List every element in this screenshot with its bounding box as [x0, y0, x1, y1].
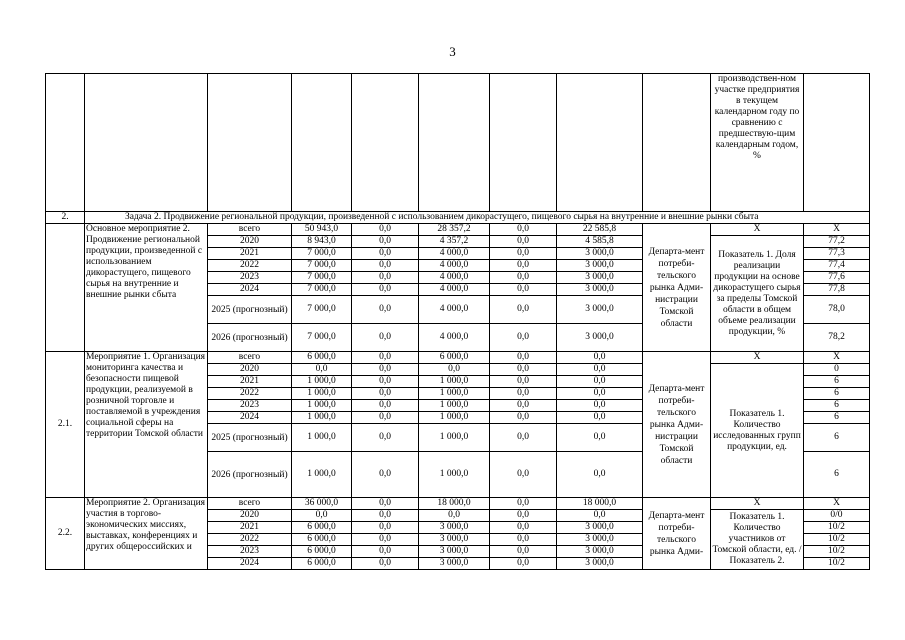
amount-total: 8 943,0: [292, 236, 352, 248]
amount-cell: 0,0: [490, 424, 557, 452]
amount-cell: 0,0: [352, 522, 419, 534]
amount-cell: 0,0: [557, 388, 643, 400]
indicator-value: 77,8: [804, 284, 870, 296]
period-cell: 2021: [208, 522, 292, 534]
amount-cell: 0,0: [352, 424, 419, 452]
amount-cell: 0,0: [490, 296, 557, 324]
indicator-name: Показатель 1. Доля реализации продукции на основе дикорастущего сырья за пределы Томской области в общем объеме реализации продукции, %: [711, 236, 804, 352]
amount-cell: 3 000,0: [557, 260, 643, 272]
amount-total: 0,0: [292, 510, 352, 522]
period-cell: 2023: [208, 546, 292, 558]
indicator-x: X: [711, 224, 804, 236]
amount-cell: 0,0: [490, 522, 557, 534]
amount-total: 6 000,0: [292, 558, 352, 570]
amount-cell: 3 000,0: [419, 522, 490, 534]
amount-total: 6 000,0: [292, 534, 352, 546]
period-cell: 2021: [208, 248, 292, 260]
amount-cell: 0,0: [490, 546, 557, 558]
amount-cell: 0,0: [490, 272, 557, 284]
amount-cell: 3 000,0: [557, 522, 643, 534]
amount-cell: 4 000,0: [419, 272, 490, 284]
task-title: Задача 2. Продвижение региональной продукции, произведенной с использованием дикорастущего, пищевого сырья на внутренние и внешние рынки сбыта: [85, 212, 870, 224]
section-name: Мероприятие 2. Организация участия в торгово-экономических миссиях, выставках, конференциях и других общероссийских и: [85, 498, 208, 570]
amount-cell: 3 000,0: [557, 284, 643, 296]
amount-cell: 4 000,0: [419, 260, 490, 272]
executor-cell: Департа-мент потреби-тельского рынка Адми-нистрации Томской области: [643, 224, 711, 352]
amount-cell: 0,0: [490, 388, 557, 400]
table-row: [46, 352, 870, 364]
indicator-value: 10/2: [804, 558, 870, 570]
amount-cell: 3 000,0: [419, 534, 490, 546]
amount-cell: 0,0: [490, 412, 557, 424]
section-number: [46, 224, 85, 352]
amount-cell: 0,0: [490, 352, 557, 364]
indicator-value: 6: [804, 400, 870, 412]
amount-total: 7 000,0: [292, 272, 352, 284]
amount-total: 1 000,0: [292, 452, 352, 498]
amount-cell: 0,0: [352, 248, 419, 260]
amount-cell: 0,0: [557, 376, 643, 388]
period-cell: 2022: [208, 534, 292, 546]
period-cell: всего: [208, 352, 292, 364]
amount-cell: 4 000,0: [419, 248, 490, 260]
amount-cell: 0,0: [352, 364, 419, 376]
indicator-value: 77,6: [804, 272, 870, 284]
section-name: Основное мероприятие 2. Продвижение региональной продукции, произведенной с использованием дикорастущего, пищевого сырья на внутренние и внешние рынки сбыта: [85, 224, 208, 352]
amount-total: 7 000,0: [292, 324, 352, 352]
amount-cell: 0,0: [490, 224, 557, 236]
period-cell: 2025 (прогнозный): [208, 424, 292, 452]
amount-cell: 0,0: [490, 510, 557, 522]
amount-total: 6 000,0: [292, 352, 352, 364]
amount-total: 1 000,0: [292, 376, 352, 388]
amount-total: 7 000,0: [292, 284, 352, 296]
amount-total: 1 000,0: [292, 412, 352, 424]
amount-cell: 0,0: [352, 272, 419, 284]
indicator-value: 6: [804, 452, 870, 498]
amount-cell: 0,0: [352, 376, 419, 388]
program-table: [45, 73, 870, 570]
indicator-value: 10/2: [804, 522, 870, 534]
amount-cell: 28 357,2: [419, 224, 490, 236]
amount-cell: 0,0: [490, 248, 557, 260]
indicator-value: 10/2: [804, 534, 870, 546]
indicator-x: X: [711, 352, 804, 364]
amount-cell: 0,0: [557, 400, 643, 412]
indicator-value: 6: [804, 412, 870, 424]
amount-cell: 0,0: [352, 324, 419, 352]
amount-cell: 0,0: [352, 236, 419, 248]
amount-cell: 0,0: [557, 412, 643, 424]
indicator-value: X: [804, 498, 870, 510]
period-cell: всего: [208, 224, 292, 236]
period-cell: 2020: [208, 510, 292, 522]
amount-cell: 0,0: [490, 236, 557, 248]
amount-cell: 0,0: [352, 400, 419, 412]
indicator-value: 77,4: [804, 260, 870, 272]
table-row: [46, 224, 870, 236]
amount-cell: 0,0: [557, 510, 643, 522]
amount-cell: 0,0: [352, 558, 419, 570]
amount-cell: 0,0: [352, 352, 419, 364]
amount-cell: 22 585,8: [557, 224, 643, 236]
period-cell: 2024: [208, 558, 292, 570]
amount-total: 6 000,0: [292, 546, 352, 558]
amount-cell: 0,0: [557, 452, 643, 498]
indicator-value: 10/2: [804, 546, 870, 558]
amount-total: 1 000,0: [292, 388, 352, 400]
header-continuation-row: [46, 74, 870, 212]
amount-cell: 1 000,0: [419, 424, 490, 452]
section-name: Мероприятие 1. Организация мониторинга качества и безопасности пищевой продукции, реализуемой в розничной торговле и поставляемой в учреждения социальной сферы на территории Томской области: [85, 352, 208, 498]
amount-cell: 0,0: [352, 534, 419, 546]
amount-cell: 0,0: [490, 376, 557, 388]
amount-cell: 0,0: [352, 452, 419, 498]
period-cell: 2023: [208, 400, 292, 412]
task-number: 2.: [46, 212, 85, 224]
indicator-value: 78,2: [804, 324, 870, 352]
amount-cell: 0,0: [490, 364, 557, 376]
amount-total: 7 000,0: [292, 296, 352, 324]
period-cell: всего: [208, 498, 292, 510]
period-cell: 2024: [208, 412, 292, 424]
amount-total: 6 000,0: [292, 522, 352, 534]
amount-total: 7 000,0: [292, 260, 352, 272]
period-cell: 2022: [208, 388, 292, 400]
indicator-value: 77,2: [804, 236, 870, 248]
indicator-value: 6: [804, 376, 870, 388]
amount-cell: 0,0: [352, 510, 419, 522]
amount-cell: 0,0: [352, 260, 419, 272]
amount-cell: 1 000,0: [419, 376, 490, 388]
amount-total: 1 000,0: [292, 424, 352, 452]
amount-cell: 4 585,8: [557, 236, 643, 248]
amount-cell: 0,0: [557, 364, 643, 376]
amount-cell: 3 000,0: [557, 324, 643, 352]
period-cell: 2020: [208, 364, 292, 376]
period-cell: 2025 (прогнозный): [208, 296, 292, 324]
period-cell: 2026 (прогнозный): [208, 324, 292, 352]
indicator-name: Показатель 1. Количество исследованных групп продукции, ед.: [711, 364, 804, 498]
page-number: 3: [449, 44, 456, 59]
amount-cell: 0,0: [557, 352, 643, 364]
amount-cell: 0,0: [490, 558, 557, 570]
amount-cell: 4 357,2: [419, 236, 490, 248]
amount-cell: 0,0: [352, 388, 419, 400]
amount-cell: 4 000,0: [419, 296, 490, 324]
amount-cell: 3 000,0: [557, 296, 643, 324]
amount-total: 7 000,0: [292, 248, 352, 260]
amount-cell: 0,0: [490, 324, 557, 352]
amount-cell: 4 000,0: [419, 324, 490, 352]
executor-cell: Департа-мент потреби-тельского рынка Адми-: [643, 498, 711, 570]
amount-cell: 0,0: [490, 534, 557, 546]
executor-cell: Департа-мент потреби-тельского рынка Адми-нистрации Томской области: [643, 352, 711, 498]
table-row: [46, 498, 870, 510]
period-cell: 2021: [208, 376, 292, 388]
amount-total: 0,0: [292, 364, 352, 376]
amount-cell: 0,0: [352, 498, 419, 510]
indicator-value: 77,3: [804, 248, 870, 260]
section-number: 2.1.: [46, 352, 85, 498]
indicator-value: 6: [804, 388, 870, 400]
amount-cell: 0,0: [352, 546, 419, 558]
indicator-header-cell: производствен-ном участке предприятия в текущем календарном году по сравнению с предшествую-щим календарным годом, %: [711, 74, 804, 212]
indicator-value: 0/0: [804, 510, 870, 522]
period-cell: 2026 (прогнозный): [208, 452, 292, 498]
indicator-value: 0: [804, 364, 870, 376]
amount-total: 36 000,0: [292, 498, 352, 510]
period-cell: 2024: [208, 284, 292, 296]
amount-cell: 0,0: [490, 452, 557, 498]
amount-cell: 3 000,0: [557, 546, 643, 558]
section-number: 2.2.: [46, 498, 85, 570]
amount-cell: 6 000,0: [419, 352, 490, 364]
indicator-value: X: [804, 224, 870, 236]
amount-total: 1 000,0: [292, 400, 352, 412]
amount-cell: 0,0: [419, 510, 490, 522]
indicator-x: X: [711, 498, 804, 510]
amount-cell: 3 000,0: [419, 546, 490, 558]
amount-cell: 4 000,0: [419, 284, 490, 296]
task-row: [46, 212, 870, 224]
amount-total: 50 943,0: [292, 224, 352, 236]
amount-cell: 1 000,0: [419, 452, 490, 498]
amount-cell: 0,0: [490, 260, 557, 272]
amount-cell: 0,0: [490, 400, 557, 412]
amount-cell: 3 000,0: [557, 248, 643, 260]
indicator-name: Показатель 1. Количество участников от Томской области, ед. /Показатель 2.: [711, 510, 804, 570]
amount-cell: 3 000,0: [557, 272, 643, 284]
indicator-value: X: [804, 352, 870, 364]
amount-cell: 0,0: [557, 424, 643, 452]
indicator-value: 78,0: [804, 296, 870, 324]
amount-cell: 0,0: [490, 498, 557, 510]
period-cell: 2023: [208, 272, 292, 284]
period-cell: 2020: [208, 236, 292, 248]
amount-cell: 0,0: [490, 284, 557, 296]
amount-cell: 1 000,0: [419, 400, 490, 412]
amount-cell: 3 000,0: [557, 534, 643, 546]
amount-cell: 1 000,0: [419, 388, 490, 400]
amount-cell: 1 000,0: [419, 412, 490, 424]
period-cell: 2022: [208, 260, 292, 272]
amount-cell: 3 000,0: [557, 558, 643, 570]
amount-cell: 0,0: [419, 364, 490, 376]
amount-cell: 0,0: [352, 296, 419, 324]
amount-cell: 0,0: [352, 224, 419, 236]
amount-cell: 0,0: [352, 284, 419, 296]
amount-cell: 18 000,0: [557, 498, 643, 510]
indicator-value: 6: [804, 424, 870, 452]
amount-cell: 18 000,0: [419, 498, 490, 510]
amount-cell: 0,0: [352, 412, 419, 424]
amount-cell: 3 000,0: [419, 558, 490, 570]
